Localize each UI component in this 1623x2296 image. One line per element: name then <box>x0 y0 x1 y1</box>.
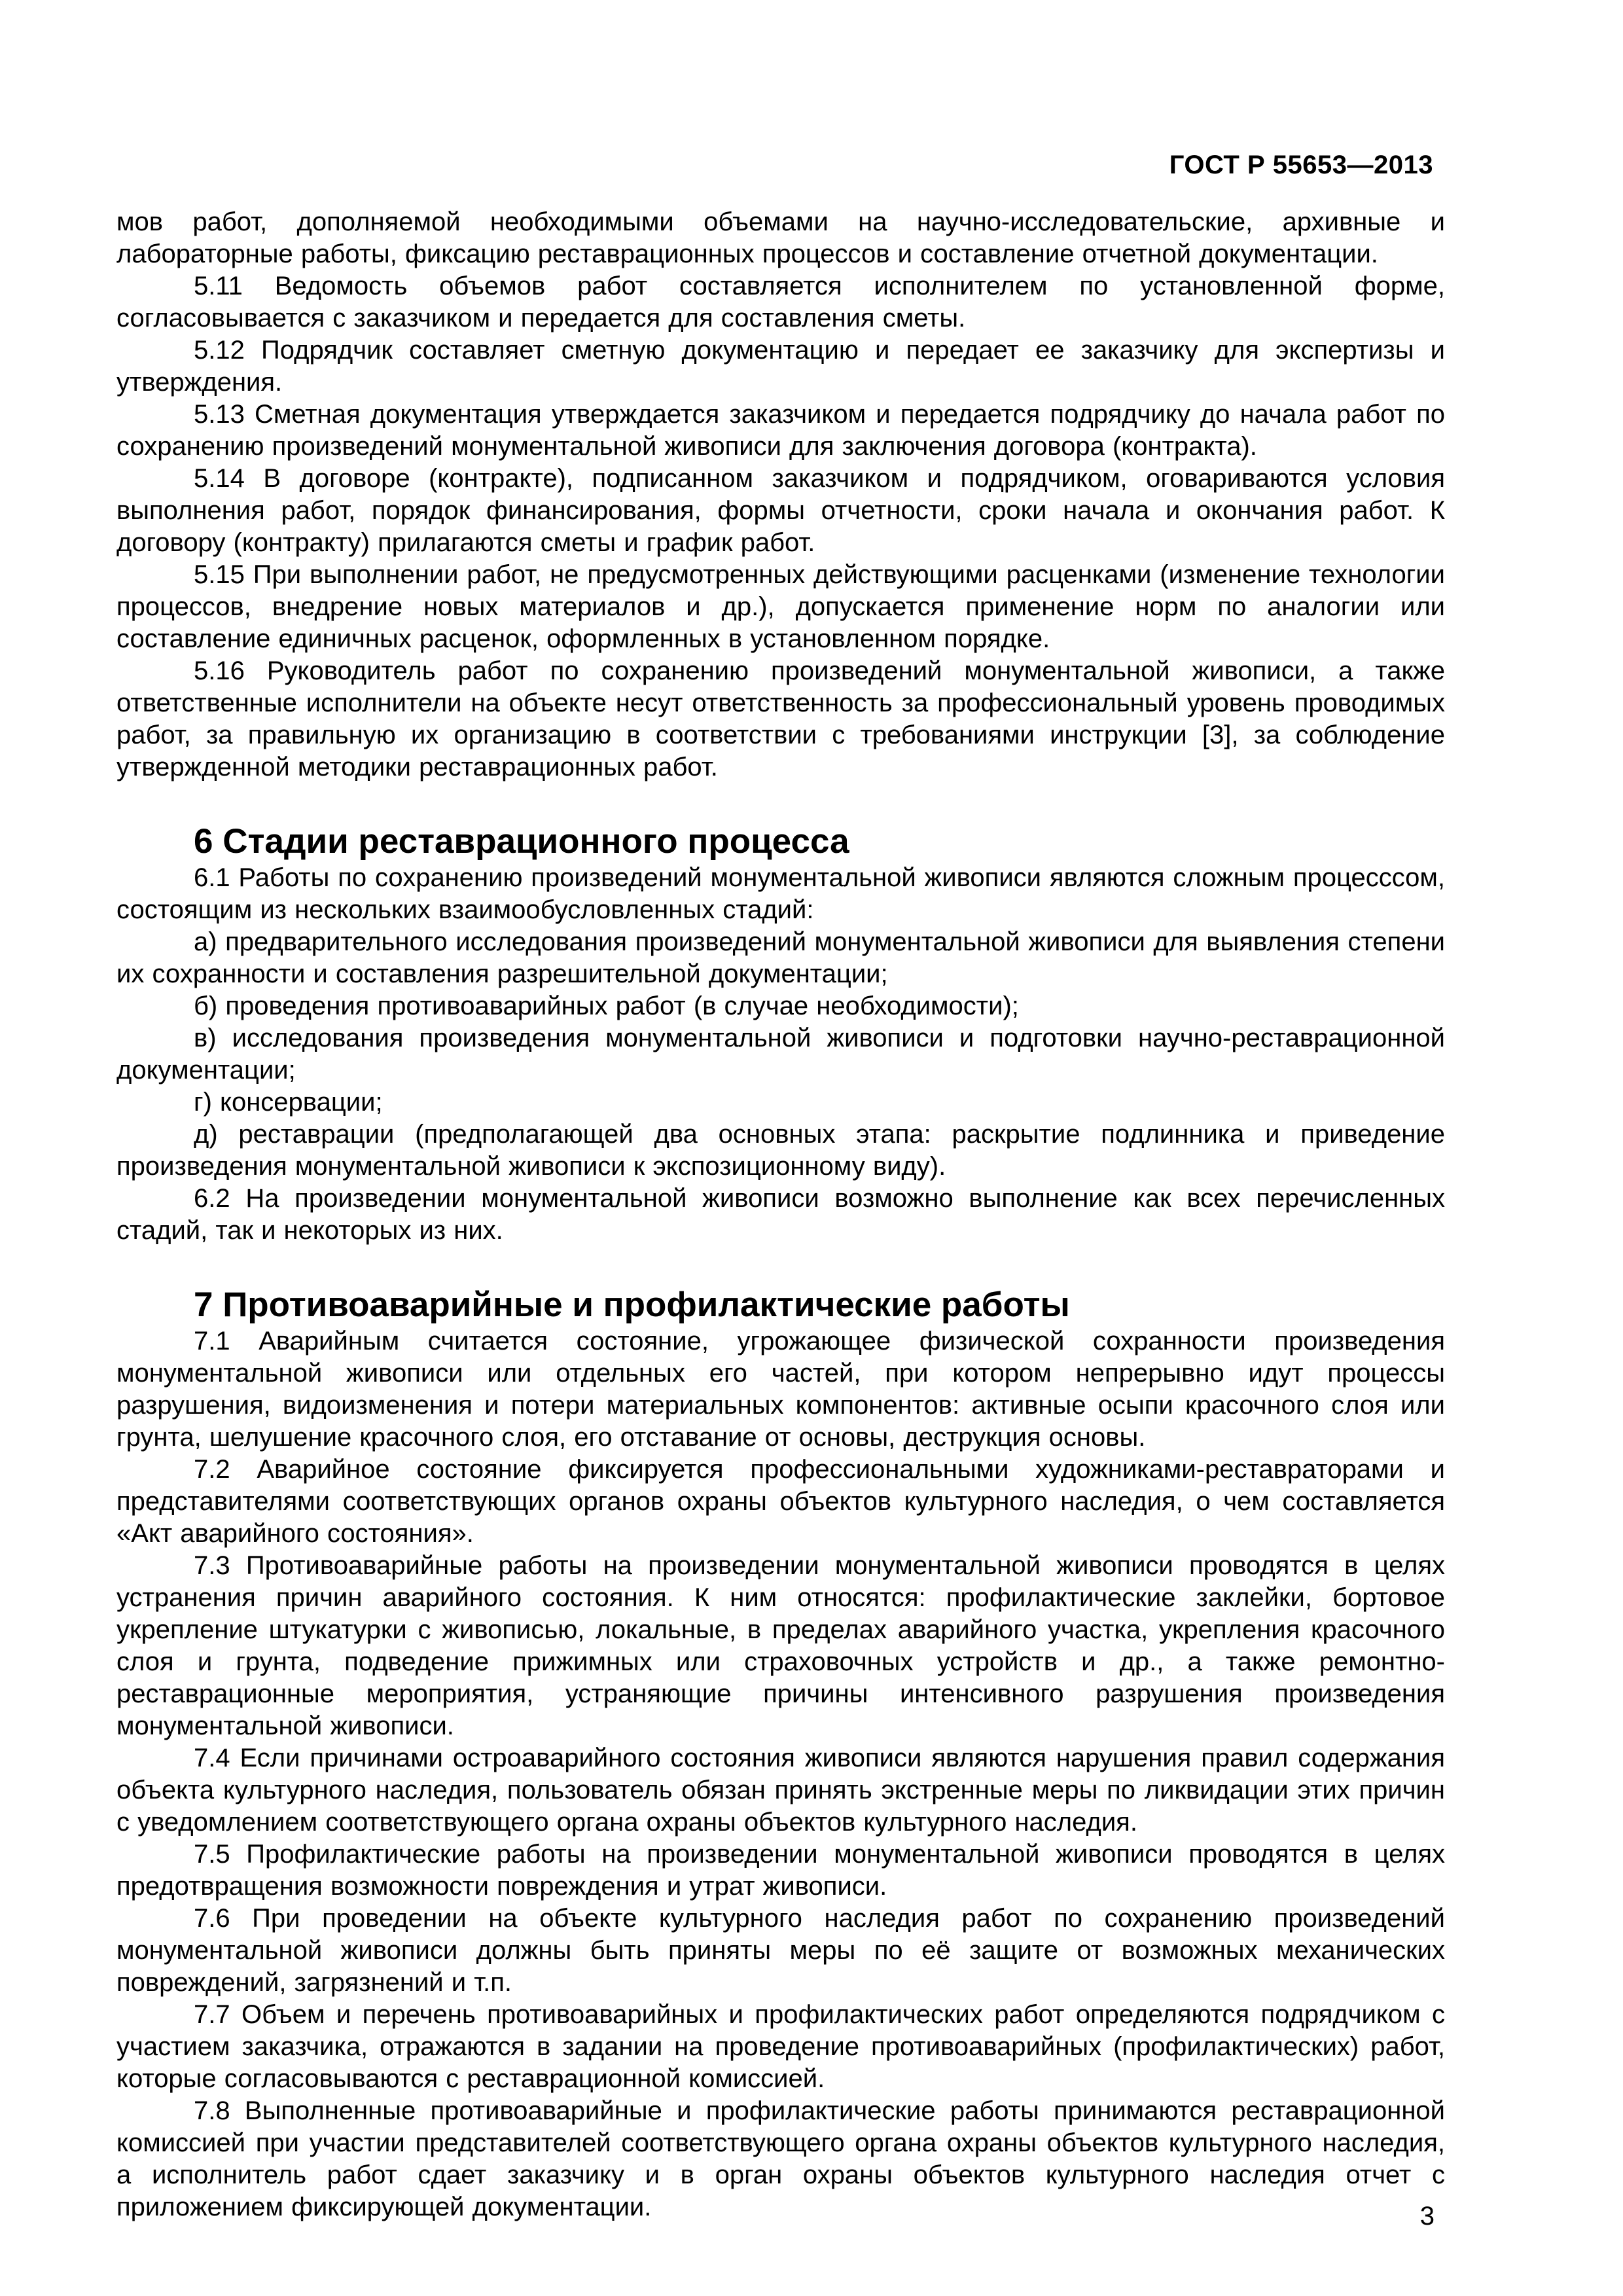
paragraph-7-1: 7.1 Аварийным считается состояние, угрожающее физической сохранности произведения монументальной живописи или отдельных его частей, при котором непрерывно идут процессы разрушения, видоизменения и потери материальных компонентов: активные осыпи красочного слоя или грунта, шелушение красочного слоя, его отставание от основы, деструкция основы. <box>116 1327 1445 1452</box>
page-number: 3 <box>1419 2202 1435 2231</box>
section-7-items <box>116 1325 1445 2223</box>
paragraph-5-14: 5.14 В договоре (контракте), подписанном заказчиком и подрядчиком, оговариваются условия выполнения работ, порядок финансирования, формы отчетности, сроки начала и окончания работ. К договору (контракту) прилагаются сметы и график работ. <box>116 464 1445 557</box>
paragraph-5-11: 5.11 Ведомость объемов работ составляется исполнителем по установленной форме, согласовывается с заказчиком и передается для составления сметы. <box>116 272 1445 332</box>
paragraph-5-12: 5.12 Подрядчик составляет сметную документацию и передает ее заказчику для экспертизы и утверждения. <box>116 336 1445 397</box>
list-item-v: в) исследования произведения монументальной живописи и подготовки научно-реставрационной документации; <box>116 1024 1445 1085</box>
paragraph-7-6: 7.6 При проведении на объекте культурного наследия работ по сохранению произведений монументальной живописи должны быть приняты меры по её защите от возможных механических повреждений, загрязнений и т.п. <box>116 1904 1445 1997</box>
list-item-g: г) консервации; <box>194 1088 383 1117</box>
paragraph-5-16: 5.16 Руководитель работ по сохранению произведений монументальной живописи, а также ответственные исполнители на объекте несут ответственность за профессиональный уровень проводимых работ, за правильную их организацию в соответствии с требованиями инструкции [3], за соблюдение утвержденной методики реставрационных работ. <box>116 656 1445 781</box>
paragraph-5-13: 5.13 Сметная документация утверждается заказчиком и передается подрядчику до начала работ по сохранению произведений монументальной живописи для заключения договора (контракта). <box>116 400 1445 461</box>
section-6-title: 6 Стадии реставрационного процесса <box>194 822 849 861</box>
paragraph-6-2: 6.2 На произведении монументальной живописи возможно выполнение как всех перечисленных стадий, так и некоторых из них. <box>116 1184 1445 1245</box>
continuation-paragraph: мов работ, дополняемой необходимыми объемами на научно-исследовательские, архивные и лабораторные работы, фиксацию реставрационных процессов и составление отчетной документации. <box>116 207 1445 268</box>
paragraph-6-1: 6.1 Работы по сохранению произведений монументальной живописи являются сложным процесссом, состоящим из нескольких взаимообусловленных стадий: <box>116 863 1445 924</box>
page-body <box>116 206 1445 2223</box>
paragraph-7-4: 7.4 Если причинами остроаварийного состояния живописи являются нарушения правил содержания объекта культурного наследия, пользователь обязан принять экстренные меры по ликвидации этих причин с уведомлением соответствующего органа охраны объектов культурного наследия. <box>116 1744 1445 1837</box>
paragraph-7-2: 7.2 Аварийное состояние фиксируется профессиональными художниками-реставраторами и представителями соответствующих органов охраны объектов культурного наследия, о чем составляется «Акт аварийного состояния». <box>116 1455 1445 1548</box>
list-item-a: а) предварительного исследования произведений монументальной живописи для выявления степени их сохранности и составления разрешительной документации; <box>116 927 1445 988</box>
section-6-items <box>116 862 1445 1247</box>
paragraph-7-5: 7.5 Профилактические работы на произведении монументальной живописи проводятся в целях предотвращения возможности повреждения и утрат живописи. <box>116 1840 1445 1901</box>
paragraph-5-15: 5.15 При выполнении работ, не предусмотренных действующими расценками (изменение технологии процессов, внедрение новых материалов и др.), допускается применение норм по аналогии или составление единичных расценок, оформленных в установленном порядке. <box>116 560 1445 653</box>
section-7-title: 7 Противоаварийные и профилактические работы <box>194 1285 1070 1324</box>
document-header: ГОСТ Р 55653—2013 <box>1169 151 1433 179</box>
paragraph-7-8: 7.8 Выполненные противоаварийные и профилактические работы принимаются реставрационной комиссией при участии представителей соответствующего органа охраны объектов культурного наследия, а исполнитель работ сдает заказчику и в орган охраны объектов культурного наследия отчет с приложением фиксирующей документации. <box>116 2096 1445 2221</box>
list-item-d: д) реставрации (предполагающей два основных этапа: раскрытие подлинника и приведение произведения монументальной живописи к экспозиционному виду). <box>116 1120 1445 1181</box>
list-item-b: б) проведения противоаварийных работ (в случае необходимости); <box>194 992 1019 1020</box>
section-5-items <box>116 270 1445 783</box>
paragraph-7-3: 7.3 Противоаварийные работы на произведении монументальной живописи проводятся в целях устранения причин аварийного состояния. К ним относятся: профилактические заклейки, бортовое укрепление штукатурки с живописью, локальные, в пределах аварийного участка, укрепления красочного слоя и грунта, подведение прижимных или страховочных устройств и др., а также ремонтно-реставрационные мероприятия, устраняющие причины интенсивного разрушения произведения монументальной живописи. <box>116 1551 1445 1740</box>
paragraph-7-7: 7.7 Объем и перечень противоаварийных и профилактических работ определяются подрядчиком с участием заказчика, отражаются в задании на проведение противоаварийных (профилактических) работ, которые согласовываются с реставрационной комиссией. <box>116 2000 1445 2093</box>
